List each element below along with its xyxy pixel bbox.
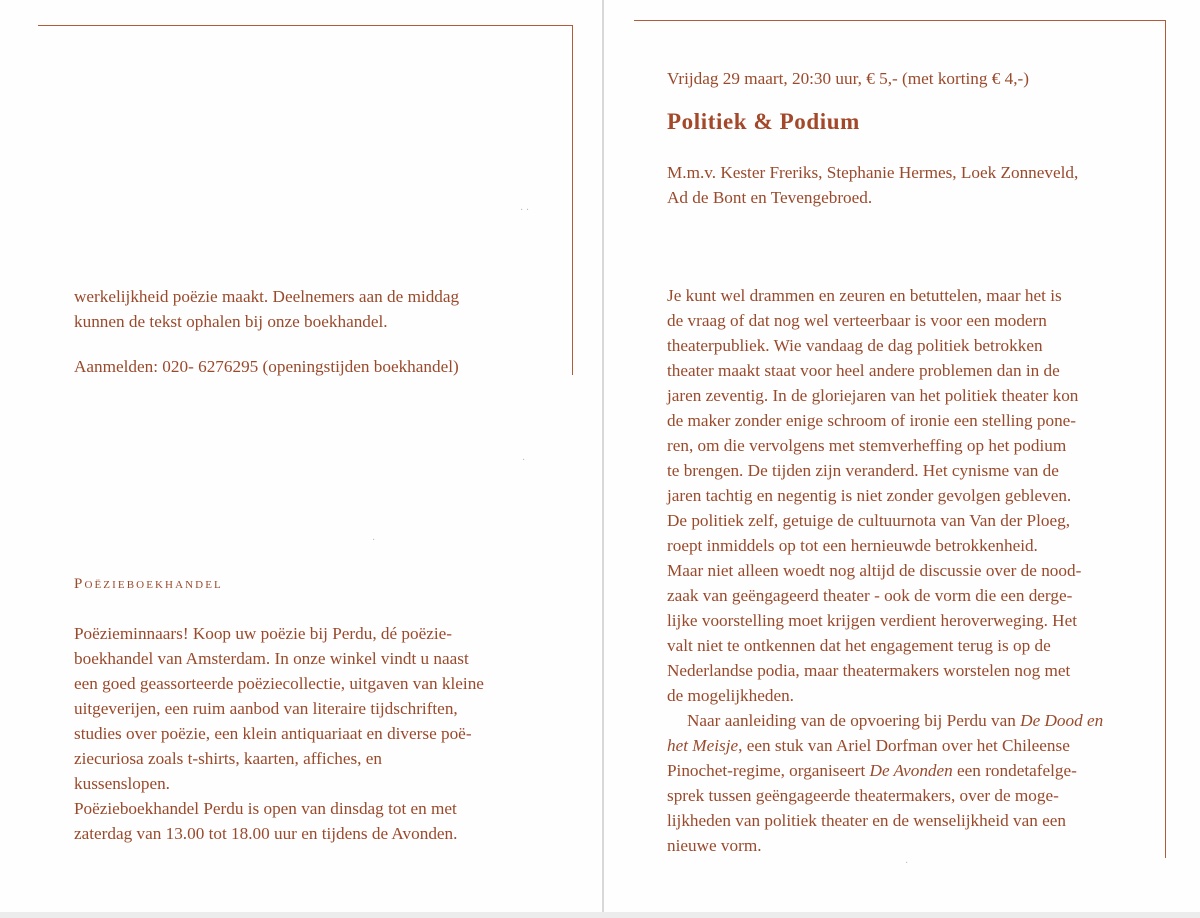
text-line: M.m.v. Kester Freriks, Stephanie Hermes, Loek Zonneveld, — [667, 163, 1079, 182]
text-line: de mogelijkheden. — [667, 686, 794, 705]
title-de-dood-en-het-meisje-cont: het Meisje — [667, 736, 739, 755]
text-line: het Meisje, een stuk van Ariel Dorfman over het Chileense — [667, 736, 1070, 755]
text-line: zaak van geëngageerd theater - ook de vorm die een derge- — [667, 586, 1073, 605]
text-line: ren, om die vervolgens met stemverheffing op het podium — [667, 436, 1067, 455]
text-line: jaren tachtig en negentig is niet zonder gevolgen gebleven. — [667, 486, 1072, 505]
text-line: lijkheden van politiek theater en de wenselijkheid van een — [667, 811, 1066, 830]
text-line: Nederlandse podia, maar theatermakers worstelen nog met — [667, 661, 1071, 680]
event-body — [667, 283, 1103, 858]
text-line: Maar niet alleen woedt nog altijd de discussie over de nood- — [667, 561, 1082, 580]
left-side-rule — [572, 25, 573, 375]
bottom-edge — [0, 912, 1200, 918]
text-line: theater maakt staat voor heel andere problemen dan in de — [667, 361, 1060, 380]
text-line: ziecuriosa zoals t-shirts, kaarten, affiches, en — [74, 749, 382, 768]
text-line: valt niet te ontkennen dat het engagement terug is op de — [667, 636, 1051, 655]
event-date-text: Vrijdag 29 maart, 20:30 uur, € 5,- (met korting € 4,-) — [667, 69, 1030, 88]
scan-speck: · — [522, 455, 526, 466]
title-de-dood-en-het-meisje: De Dood en — [1020, 711, 1104, 730]
text-line: jaren zeventig. In de gloriejaren van het politiek theater kon — [667, 386, 1079, 405]
event-title: Politiek & Podium — [667, 109, 860, 134]
text-line: lijke voorstelling moet krijgen verdient heroverweging. Het — [667, 611, 1077, 630]
text-line: Naar aanleiding van de opvoering bij Perdu van De Dood en — [687, 711, 1104, 730]
bookshop-paragraph — [74, 621, 484, 846]
text-line: de vraag of dat nog wel verteerbaar is voor een modern — [667, 311, 1047, 330]
right-top-rule — [634, 20, 1165, 21]
text-line: Poëzieminnaars! Koop uw poëzie bij Perdu, dé poëzie- — [74, 624, 452, 643]
registration-line — [74, 354, 459, 379]
text-line: boekhandel van Amsterdam. In onze winkel vindt u naast — [74, 649, 469, 668]
section-heading: Poëzieboekhandel — [74, 576, 223, 592]
text-line: nieuwe vorm. — [667, 836, 762, 855]
registration-text: Aanmelden: 020- 6276295 (openingstijden boekhandel) — [74, 357, 459, 376]
text-line: de maker zonder enige schroom of ironie een stelling pone- — [667, 411, 1077, 430]
scan-speck: · · — [520, 205, 530, 216]
text-line: kussenslopen. — [74, 774, 170, 793]
text-line: Je kunt wel drammen en zeuren en betuttelen, maar het is — [667, 286, 1062, 305]
text-line: De politiek zelf, getuige de cultuurnota van Van der Ploeg, — [667, 511, 1070, 530]
scan-speck: · — [372, 535, 376, 546]
text-line: een goed geassorteerde poëziecollectie, uitgaven van kleine — [74, 674, 484, 693]
text-line: te brengen. De tijden zijn veranderd. Het cynisme van de — [667, 461, 1059, 480]
right-side-rule — [1165, 20, 1166, 858]
event-date — [667, 66, 1029, 91]
left-intro — [74, 284, 459, 334]
text-line: Poëzieboekhandel Perdu is open van dinsdag tot en met — [74, 799, 457, 818]
title-de-avonden: De Avonden — [869, 761, 953, 780]
text-line: zaterdag van 13.00 tot 18.00 uur en tijdens de Avonden. — [74, 824, 458, 843]
text-line: roept inmiddels op tot een hernieuwde betrokkenheid. — [667, 536, 1038, 555]
participants — [667, 160, 1078, 210]
text-line: sprek tussen geëngageerde theatermakers, over de moge- — [667, 786, 1059, 805]
text-line: Pinochet-regime, organiseert De Avonden een rondetafelge- — [667, 761, 1077, 780]
page-fold — [602, 0, 604, 918]
text-line: studies over poëzie, een klein antiquariaat en diverse poë- — [74, 724, 472, 743]
text-line: werkelijkheid poëzie maakt. Deelnemers aan de middag — [74, 287, 460, 306]
text-line: theaterpubliek. Wie vandaag de dag politiek betrokken — [667, 336, 1043, 355]
scan-speck: · — [905, 858, 909, 869]
text-line: kunnen de tekst ophalen bij onze boekhandel. — [74, 312, 388, 331]
text-line: uitgeverijen, een ruim aanbod van literaire tijdschriften, — [74, 699, 458, 718]
left-top-rule — [38, 25, 572, 26]
text-line: Ad de Bont en Tevengebroed. — [667, 188, 873, 207]
